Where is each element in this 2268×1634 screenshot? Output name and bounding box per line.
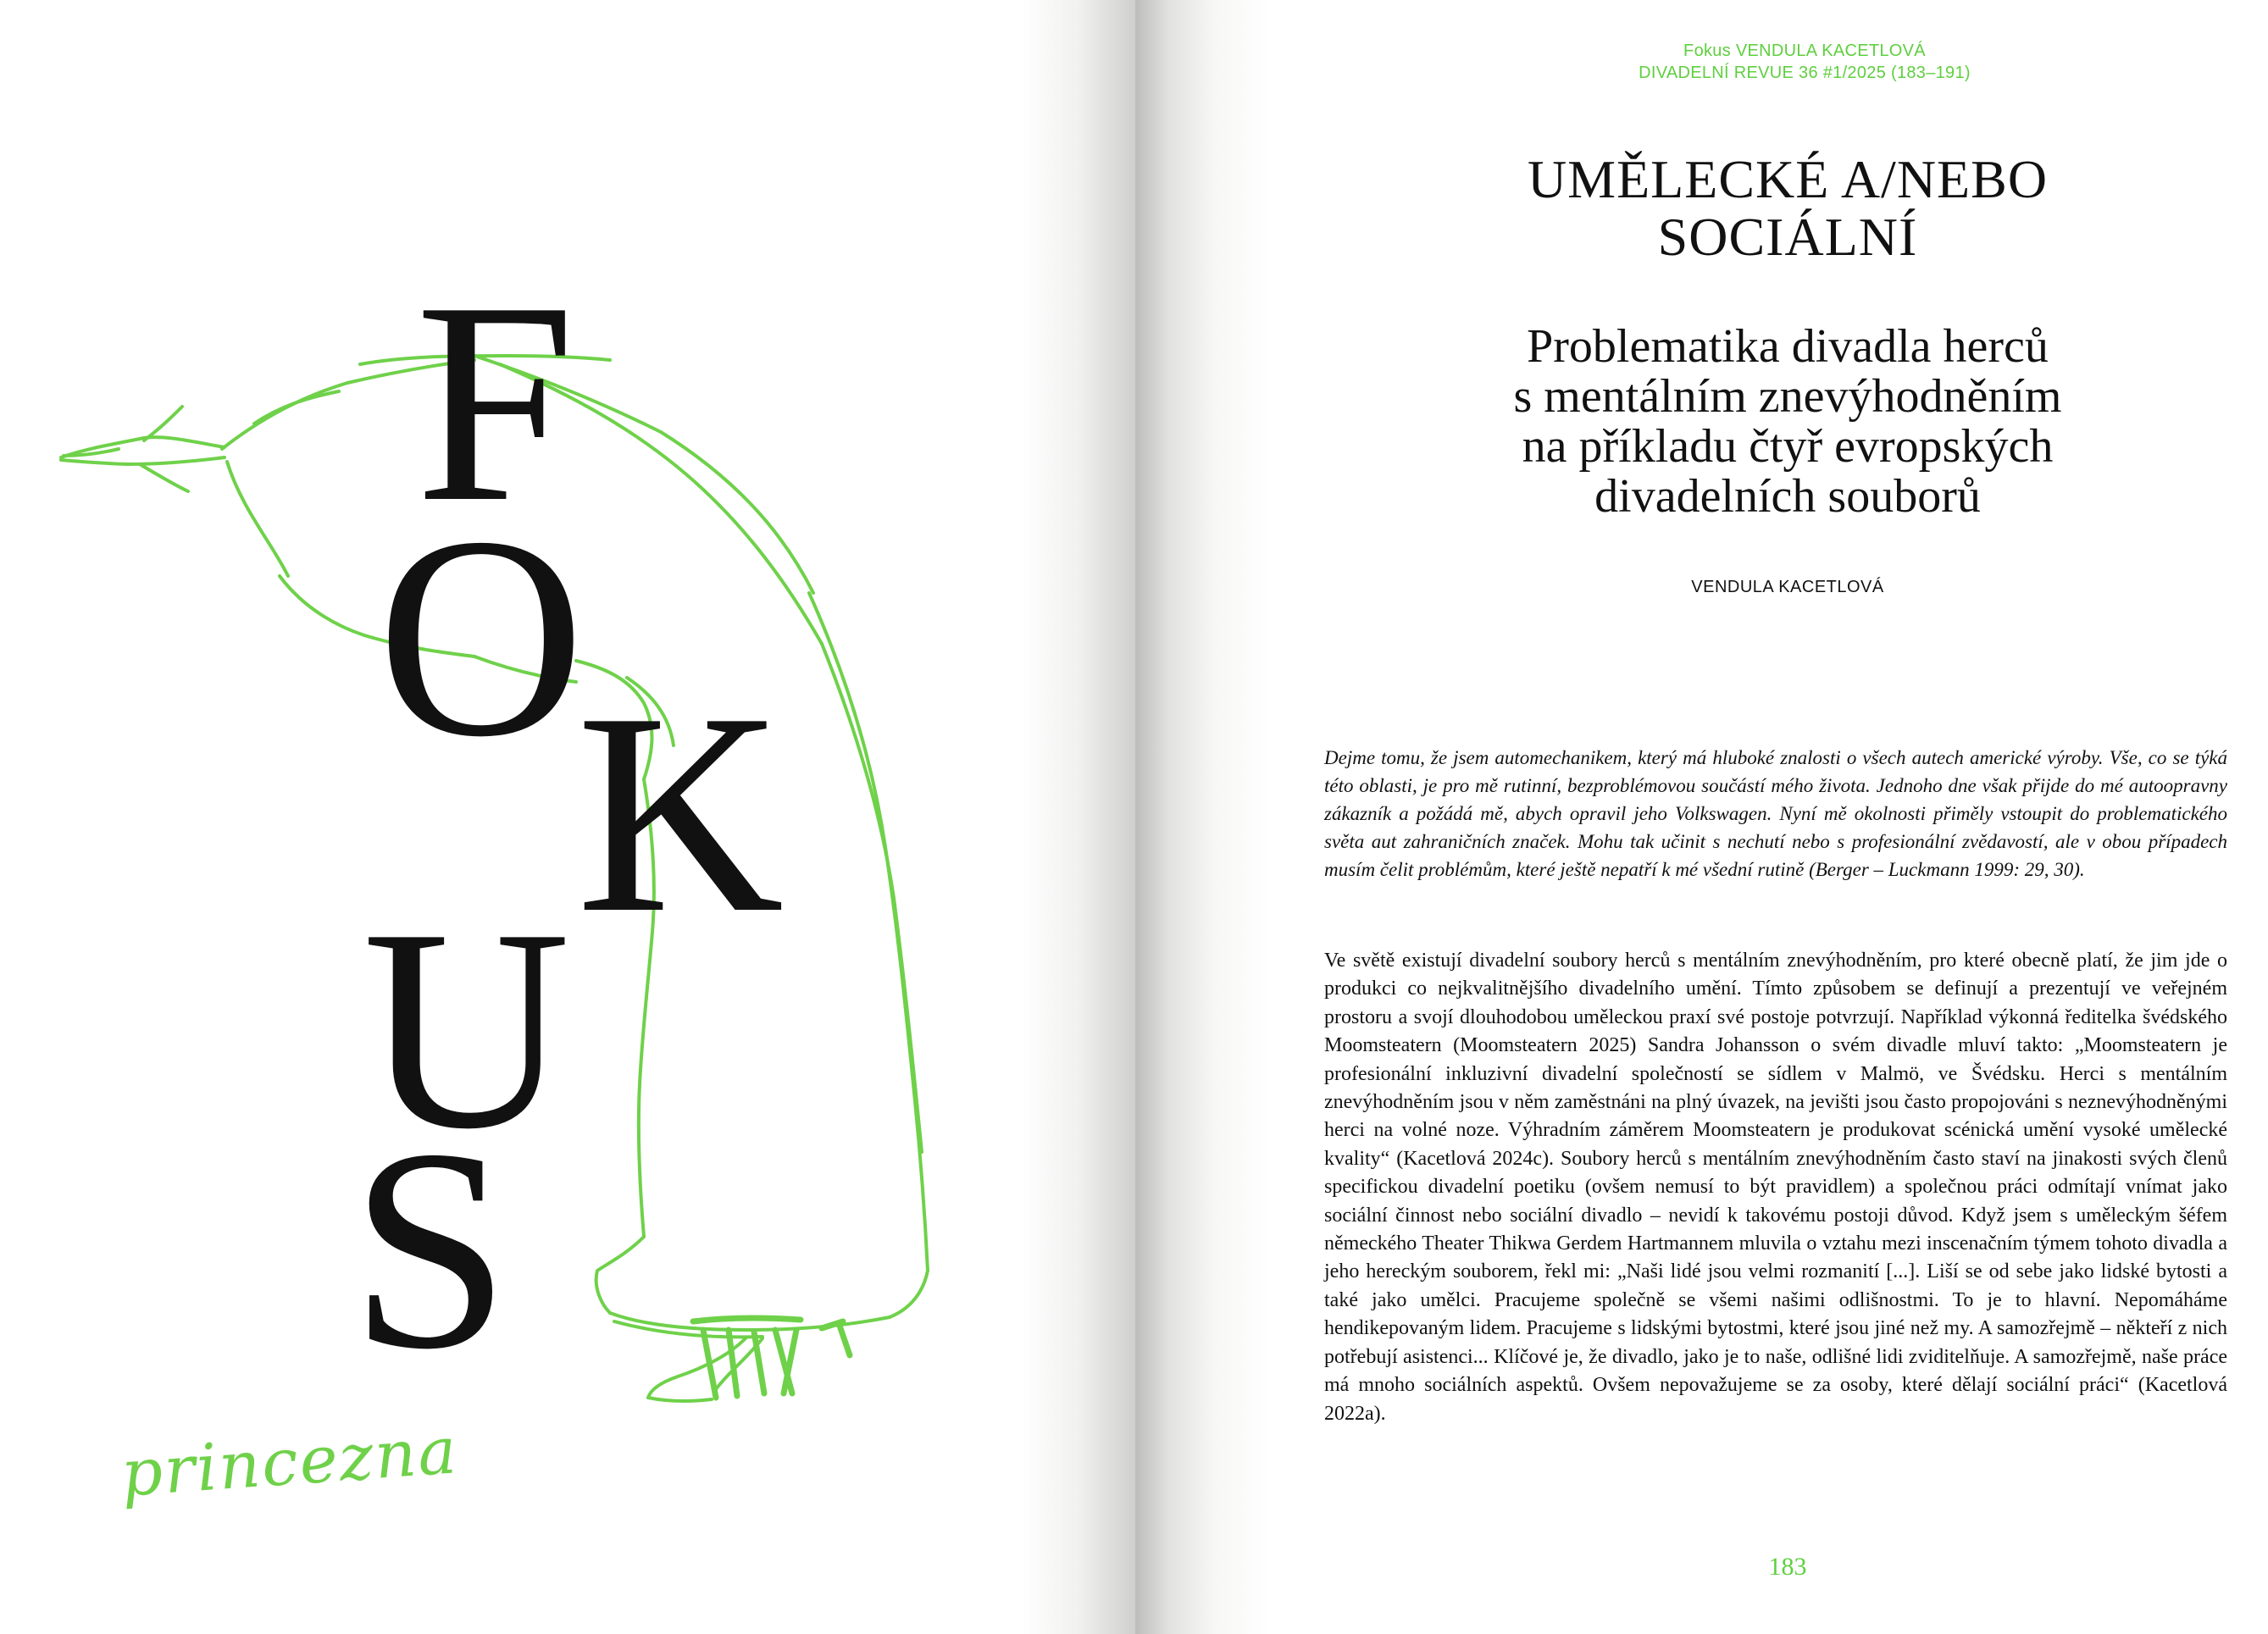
fokus-letter-s: S [350,1089,511,1409]
subtitle-line-1: Problematika divadla herců [1527,320,2049,373]
fokus-letter-o: O [377,477,585,796]
fokus-letter-k: K [576,653,785,972]
article-title-line-2: SOCIÁLNÍ [1657,207,1918,267]
article-title [1356,151,2220,266]
running-head-journal: DIVADELNÍ REVUE 36 #1/2025 (183–191) [1639,64,1971,82]
page-number: 183 [1768,1553,1807,1581]
body-paragraph: Ve světě existují divadelní soubory herců s mentálním znevýhodněním, pro které obecně platí, že jim jde o produkci co nejkvalitnějšího divadelního umění. Tímto způsobem se definují a prezentují ve veřejném prostoru a svojí dlouhodobou uměleckou praxí své postoje potvrzují. Například výkonná ředitelka švédského Moomsteatern (Moomsteatern 2025) Sandra Johansson o svém divadle mluví takto: „Moomsteatern je profesionální inkluzivní divadelní společností se sídlem v Malmö, ve Švédsku. Herci s mentálním znevýhodněním jsou v něm zaměstnáni na plný úvazek, na jevišti jsou často propojováni s neznevýhodněnými herci na volné noze. Výhradním záměrem Moomsteatern je produkovat scénická umění vysoké umělecké kvality“ (Kacetlová 2024c). Soubory herců s mentálním znevýhodněním často staví na jinakosti svých členů specifickou divadelní poetiku (ovšem nemusí to být pravidlem) a společnou práci odmítají vnímat jako sociální činnost nebo sociální divadlo – nevidí k takovému postoji důvod. Když jsem s uměleckým šéfem německého Theater Thikwa Gerdem Hartmannem mluvila o vztahu mezi inscenačním týmem tohoto divadla a jeho hereckým souborem, řekl mi: „Naši lidé jsou velmi rozmanití [...]. Liší se od sebe jako lidské bytosti a také jako umělci. Pracujeme společně se všemi našimi odlišnostmi. To je to hlavní. Nepomáháme hendikepovaným lidem. Pracujeme s lidskými bytostmi, které jsou jiné než my. A samozřejmě – někteří z nich potřebují asistenci... Klíčové je, že divadlo, jako je to naše, odlišné lidi zviditelňuje. A samozřejmě, naše práce má mnoho sociálních aspektů. Ovšem nepovažujeme se za osoby, které dělají sociální práci“ (Kacetlová 2022a). [1324,950,2227,1425]
article-author: VENDULA KACETLOVÁ [1691,578,1884,596]
running-head [1423,40,2186,84]
subtitle-line-3: na příkladu čtyř evropských [1522,420,2054,473]
running-head-section: Fokus VENDULA KACETLOVÁ [1683,42,1926,60]
subtitle-line-4: divadelních souborů [1594,470,1981,523]
article-title-line-1: UMĚLECKÉ A/NEBO [1527,149,2049,209]
subtitle-line-2: s mentálním znevýhodněním [1513,370,2062,423]
fokus-letter-f: F [415,242,576,562]
artist-signature: princezna [119,1412,461,1511]
article-subtitle [1339,322,2237,522]
epigraph-quote: Dejme tomu, že jsem automechanikem, který má hluboké znalosti o všech autech americké výroby. Vše, co se týká této oblasti, je pro mě rutinní, bezproblémovou součástí mého života. Jednoho dne však přijde do mé autoopravny zákazník a požádá mě, abych opravil jeho Volkswagen. Nyní mě okolnosti přiměly vstoupit do problematického světa aut zahraničních značek. Mohu tak učinit s nechutí nebo s profesionální zvědavostí, ale v obou případech musím čelit problémům, které ještě nepatří k mé všední rutině (Berger – Luckmann 1999: 29, 30). [1324,747,2227,880]
fokus-letter-u: U [363,869,571,1188]
right-page [1135,0,2268,1634]
